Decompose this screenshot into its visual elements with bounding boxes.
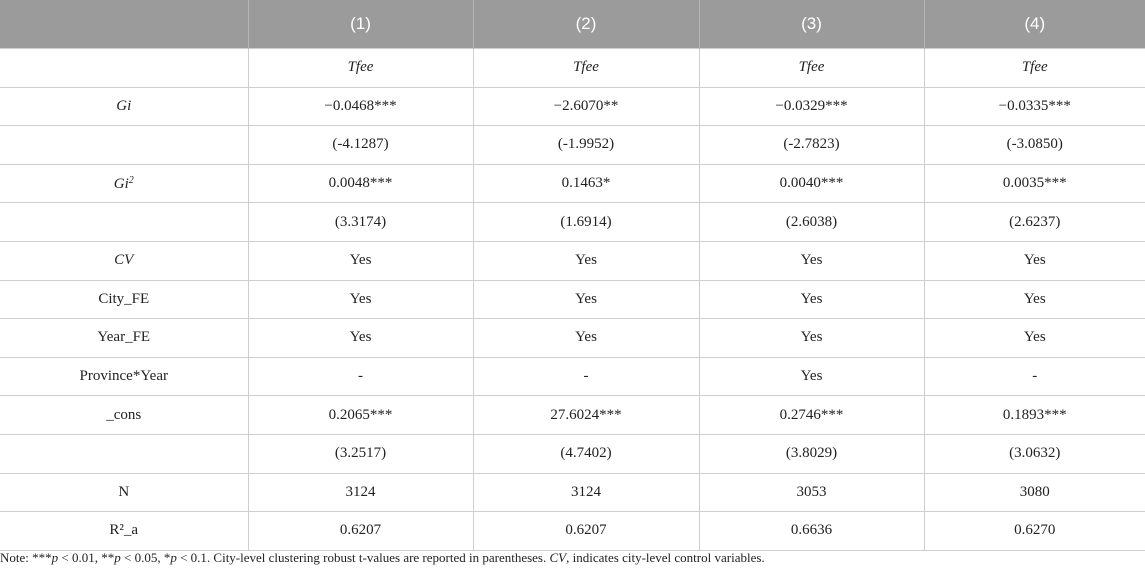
table-cell: 0.0048*** xyxy=(248,164,473,203)
table-cell: Yes xyxy=(473,319,699,358)
note-p2: p xyxy=(114,550,121,565)
table-cell: (4.7402) xyxy=(473,434,699,473)
row-label xyxy=(0,319,248,358)
table-cell: Tfee xyxy=(699,49,924,88)
table-cell: (-1.9952) xyxy=(473,126,699,165)
table-row xyxy=(0,164,1145,203)
table-cell: 0.1893*** xyxy=(924,396,1145,435)
table-cell: Yes xyxy=(473,280,699,319)
table-cell: (2.6038) xyxy=(699,203,924,242)
table-cell: (3.2517) xyxy=(248,434,473,473)
row-label xyxy=(0,126,248,165)
row-label xyxy=(0,396,248,435)
note-t3: < 0.1. City-level clustering robust t-values are reported in parentheses. xyxy=(176,550,550,565)
row-label xyxy=(0,49,248,88)
table-row xyxy=(0,49,1145,88)
table-cell: (3.3174) xyxy=(248,203,473,242)
header-cell-0 xyxy=(0,0,248,49)
row-label-text: Year_FE xyxy=(97,329,151,346)
row-label-superscript: 2 xyxy=(128,174,134,186)
table-cell: (3.0632) xyxy=(924,434,1145,473)
note-t2: < 0.05, * xyxy=(120,550,171,565)
table-cell: Yes xyxy=(699,280,924,319)
table-body xyxy=(0,49,1145,551)
table-cell: - xyxy=(248,357,473,396)
row-label-text: CV xyxy=(114,252,134,269)
table-cell: (2.6237) xyxy=(924,203,1145,242)
table-cell: Yes xyxy=(924,280,1145,319)
table-cell: Tfee xyxy=(473,49,699,88)
table-cell: 3053 xyxy=(699,473,924,512)
header-cell-3: (3) xyxy=(699,0,924,49)
header-cell-1: (1) xyxy=(248,0,473,49)
table-cell: 27.6024*** xyxy=(473,396,699,435)
table-cell: Yes xyxy=(924,319,1145,358)
table-row xyxy=(0,319,1145,358)
table-row xyxy=(0,357,1145,396)
table-cell: (-4.1287) xyxy=(248,126,473,165)
table-cell: Yes xyxy=(699,241,924,280)
table-cell: (-3.0850) xyxy=(924,126,1145,165)
table-cell: Tfee xyxy=(248,49,473,88)
table-cell: 3080 xyxy=(924,473,1145,512)
note-suffix: , indicates city-level control variables. xyxy=(566,550,765,565)
table-cell: Yes xyxy=(248,241,473,280)
table-cell: (3.8029) xyxy=(699,434,924,473)
table-cell: −0.0329*** xyxy=(699,87,924,126)
table-row xyxy=(0,280,1145,319)
table-note xyxy=(0,550,765,566)
table-cell: 3124 xyxy=(473,473,699,512)
row-label xyxy=(0,203,248,242)
table-cell: Yes xyxy=(924,241,1145,280)
table-cell: 0.6270 xyxy=(924,512,1145,551)
row-label-text: Gi xyxy=(116,97,132,114)
table-row xyxy=(0,241,1145,280)
table-cell: 0.2065*** xyxy=(248,396,473,435)
row-label xyxy=(0,164,248,203)
table-cell: 0.6207 xyxy=(248,512,473,551)
table-row xyxy=(0,434,1145,473)
row-label xyxy=(0,357,248,396)
table-cell: (-2.7823) xyxy=(699,126,924,165)
row-label-text: N xyxy=(118,483,130,500)
table-cell: 0.2746*** xyxy=(699,396,924,435)
table-cell: - xyxy=(924,357,1145,396)
table-cell: - xyxy=(473,357,699,396)
table-row xyxy=(0,87,1145,126)
table-cell: Tfee xyxy=(924,49,1145,88)
table-cell: 0.6636 xyxy=(699,512,924,551)
table-cell: −2.6070** xyxy=(473,87,699,126)
header-row xyxy=(0,0,1145,49)
note-t1: < 0.01, ** xyxy=(58,550,115,565)
note-p1: p xyxy=(51,550,59,565)
table-cell: Yes xyxy=(248,319,473,358)
table-row xyxy=(0,473,1145,512)
row-label-text: R²_a xyxy=(109,522,139,539)
row-label xyxy=(0,512,248,551)
table-cell: 0.1463* xyxy=(473,164,699,203)
row-label xyxy=(0,434,248,473)
row-label xyxy=(0,280,248,319)
row-label-text: Gi xyxy=(113,175,129,192)
table-row xyxy=(0,512,1145,551)
table-cell: Yes xyxy=(473,241,699,280)
table-cell: 0.6207 xyxy=(473,512,699,551)
row-label xyxy=(0,473,248,512)
note-cv: CV xyxy=(549,550,567,565)
note-p3: p xyxy=(170,550,177,565)
table-cell: Yes xyxy=(699,319,924,358)
row-label xyxy=(0,241,248,280)
table-cell: −0.0468*** xyxy=(248,87,473,126)
header-cell-2: (2) xyxy=(473,0,699,49)
note-prefix: Note: *** xyxy=(0,550,52,565)
table-cell: 0.0035*** xyxy=(924,164,1145,203)
header-cell-4: (4) xyxy=(924,0,1145,49)
table-row xyxy=(0,396,1145,435)
table-cell: −0.0335*** xyxy=(924,87,1145,126)
row-label xyxy=(0,87,248,126)
table-cell: 3124 xyxy=(248,473,473,512)
table-row xyxy=(0,203,1145,242)
table-cell: 0.0040*** xyxy=(699,164,924,203)
table-cell: Yes xyxy=(699,357,924,396)
table-cell: (1.6914) xyxy=(473,203,699,242)
row-label-text: Province*Year xyxy=(79,368,168,385)
table-cell: Yes xyxy=(248,280,473,319)
row-label-text: _cons xyxy=(106,406,142,423)
row-label-text: City_FE xyxy=(98,290,150,307)
table-row xyxy=(0,126,1145,165)
